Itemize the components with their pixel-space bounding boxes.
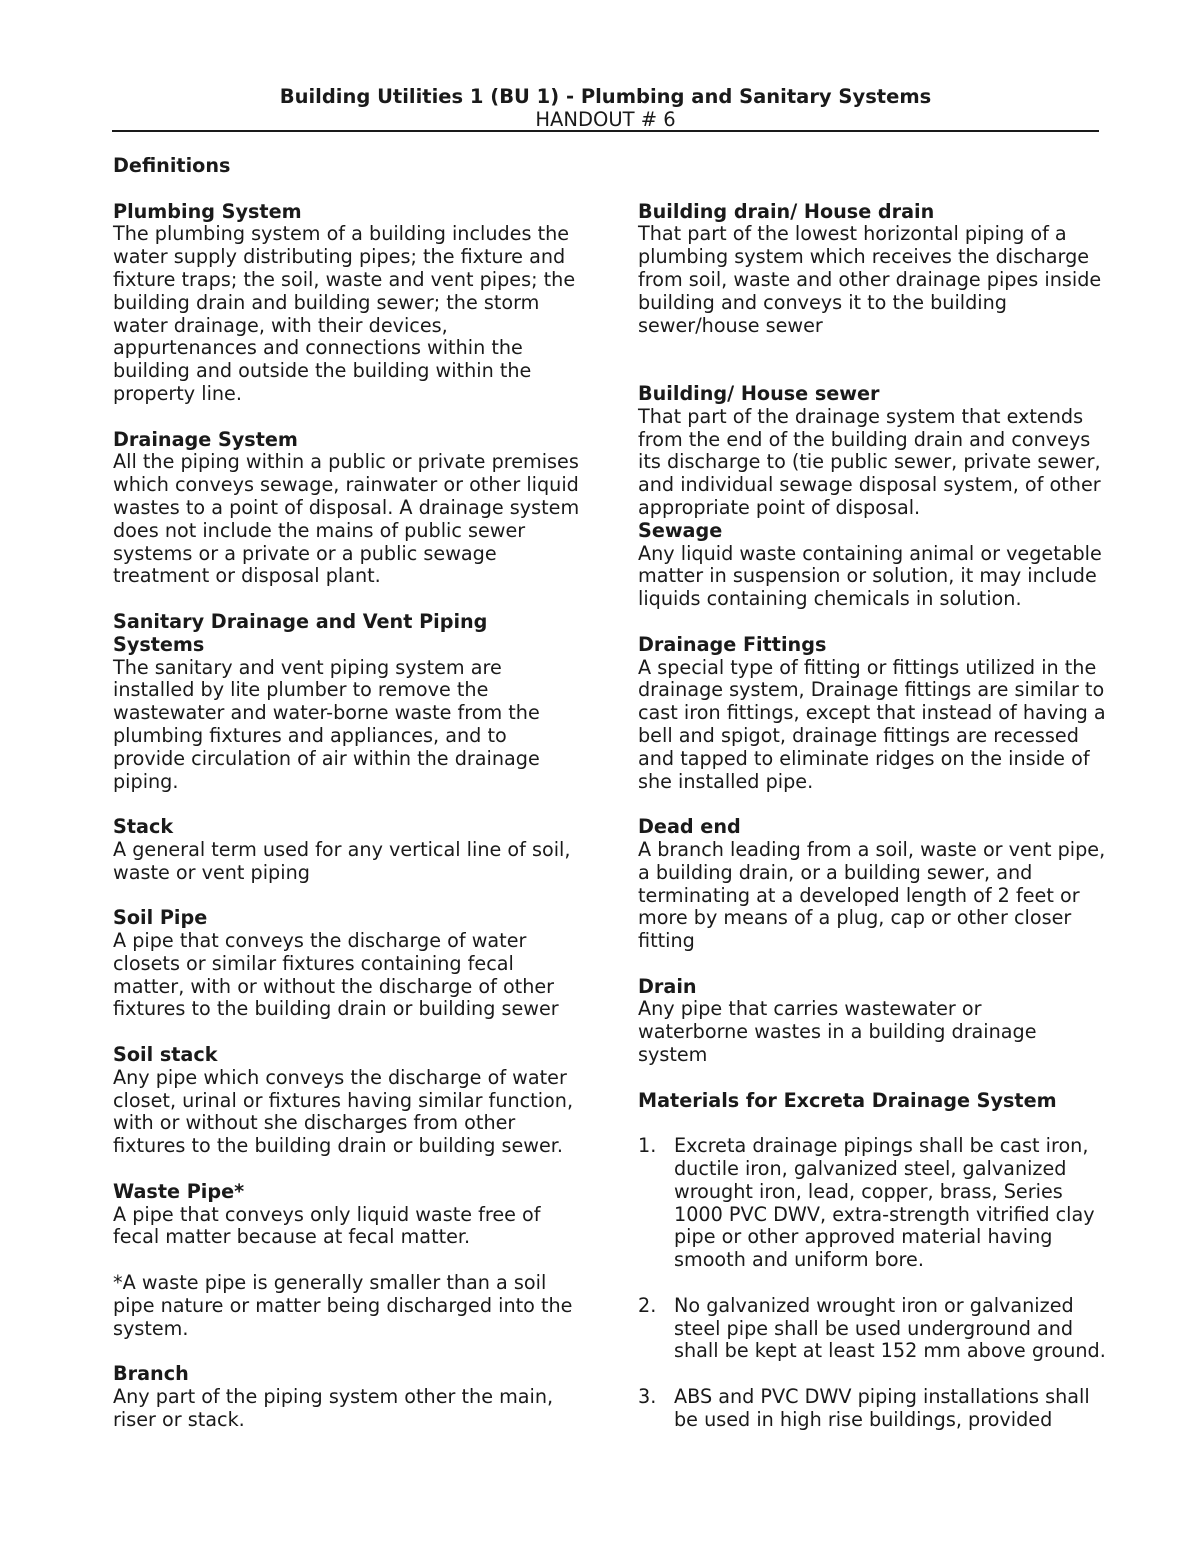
definition-term: Soil Pipe [113, 906, 208, 930]
definition-text: Any pipe that carries wastewater or waterborne wastes in a building drainage system [638, 997, 1037, 1067]
definition-text: A pipe that conveys only liquid waste free of fecal matter because at fecal matter. [113, 1202, 541, 1249]
list-item-text: ABS and PVC DWV piping installations shall be used in high rise buildings, provided [674, 1385, 1090, 1431]
definition-building-drain [638, 201, 1108, 338]
definition-term: Drainage Fittings [638, 632, 827, 656]
list-item-text: Excreta drainage pipings shall be cast iron, ductile iron, galvanized steel, galvanized wrought iron, lead, copper, brass, Series 1000 PVC DWV, extra-strength vitrified clay pipe or other approved material having smooth and uniform bore. [674, 1134, 1095, 1272]
definition-building-sewer [638, 383, 1108, 520]
page-header [112, 85, 1099, 131]
definition-term: Sewage [638, 518, 723, 542]
waste-pipe-note: *A waste pipe is generally smaller than a soil pipe nature or matter being discharged into the system. [113, 1271, 573, 1340]
definition-waste-pipe [113, 1181, 583, 1249]
definition-text: The sanitary and vent piping system are installed by lite plumber to remove the wastewater and water-borne waste from the plumbing fixtures and appliances, and to provide circulation of air within the drainage piping. [113, 655, 540, 793]
header-divider [112, 130, 1099, 132]
definition-term: Soil stack [113, 1043, 218, 1067]
list-item [638, 1135, 1108, 1272]
definition-branch [113, 1363, 583, 1431]
definition-term: Drainage System [113, 427, 298, 451]
definition-term: Building/ House sewer [638, 381, 880, 405]
document-title: Building Utilities 1 (BU 1) - Plumbing and Sanitary Systems [279, 85, 932, 108]
definition-drainage-fittings [638, 634, 1108, 794]
definition-text: That part of the lowest horizontal piping of a plumbing system which receives the discharge from soil, waste and other drainage pipes inside building and conveys it to the building sewer/house sewer [638, 222, 1102, 337]
definition-text: A branch leading from a soil, waste or vent pipe, a building drain, or a building sewer, and terminating at a developed length of 2 feet or more by means of a plug, cap or other closer fitting [638, 837, 1106, 953]
definition-stack [113, 816, 583, 884]
definition-term: Drain [638, 974, 697, 998]
definition-text: Any pipe which conveys the discharge of water closet, urinal or fixtures having similar function, with or without she discharges from other fixtures to the building drain or building sewer. [113, 1065, 574, 1158]
definition-text: Any part of the piping system other the main, riser or stack. [113, 1385, 554, 1431]
definition-term: Stack [113, 815, 174, 839]
definition-soil-pipe [113, 907, 583, 1021]
definition-term: Plumbing System [113, 199, 302, 223]
list-item-number: 2. [638, 1293, 657, 1317]
definition-dead-end [638, 816, 1108, 953]
definition-text: Any liquid waste containing animal or vegetable matter in suspension or solution, it may include liquids containing chemicals in solution. [638, 541, 1102, 611]
right-column [638, 155, 1108, 1454]
list-item-number: 1. [638, 1134, 657, 1158]
list-item [638, 1295, 1108, 1363]
handout-number: HANDOUT # 6 [535, 108, 676, 131]
definition-text: A general term used for any vertical line of soil, waste or vent piping [113, 837, 571, 884]
definition-plumbing-system [113, 201, 583, 406]
definition-sewage [638, 520, 1108, 611]
list-item [638, 1386, 1108, 1432]
definition-text: A special type of fitting or fittings utilized in the drainage system, Drainage fittings are similar to cast iron fittings, except that instead of having a bell and spigot, drainage fittings are recessed and tapped to eliminate ridges on the inside of she installed pipe. [638, 655, 1106, 793]
definition-text: That part of the drainage system that extends from the end of the building drain and conveys its discharge to (tie public sewer, private sewer, and individual sewage disposal system, of other appropriate point of disposal. [638, 404, 1101, 519]
section-title-definitions: Definitions [113, 154, 231, 177]
definition-drainage-system [113, 429, 583, 589]
definition-term: Building drain/ House drain [638, 199, 935, 223]
definition-text: All the piping within a public or private premises which conveys sewage, rainwater or other liquid wastes to a point of disposal. A drainage system does not include the mains of public sewer systems or a private or a public sewage treatment or disposal plant. [113, 450, 580, 588]
list-item-number: 3. [638, 1385, 657, 1409]
materials-list [638, 1135, 1108, 1431]
definition-term: Dead end [638, 815, 741, 839]
definition-term: Branch [113, 1362, 189, 1386]
definition-term: Waste Pipe* [113, 1179, 245, 1203]
definition-sanitary-drainage [113, 611, 583, 793]
definition-drain [638, 976, 1108, 1067]
definition-text: The plumbing system of a building includes the water supply distributing pipes; the fixture and fixture traps; the soil, waste and vent pipes; the building drain and building sewer; the storm water drainage, with their devices, appurtenances and connections within the building and outside the building within the property line. [113, 222, 576, 405]
section-title-materials: Materials for Excreta Drainage System [638, 1088, 1057, 1112]
definition-text: A pipe that conveys the discharge of water closets or similar fixtures containing fecal matter, with or without the discharge of other fixtures to the building drain or building sewer [113, 929, 559, 1021]
list-item-text: No galvanized wrought iron or galvanized steel pipe shall be used underground and shall be kept at least 152 mm above ground. [674, 1293, 1106, 1363]
definition-soil-stack [113, 1044, 583, 1158]
left-column [113, 155, 583, 1432]
definition-term: Sanitary Drainage and Vent Piping Systems [113, 609, 488, 656]
